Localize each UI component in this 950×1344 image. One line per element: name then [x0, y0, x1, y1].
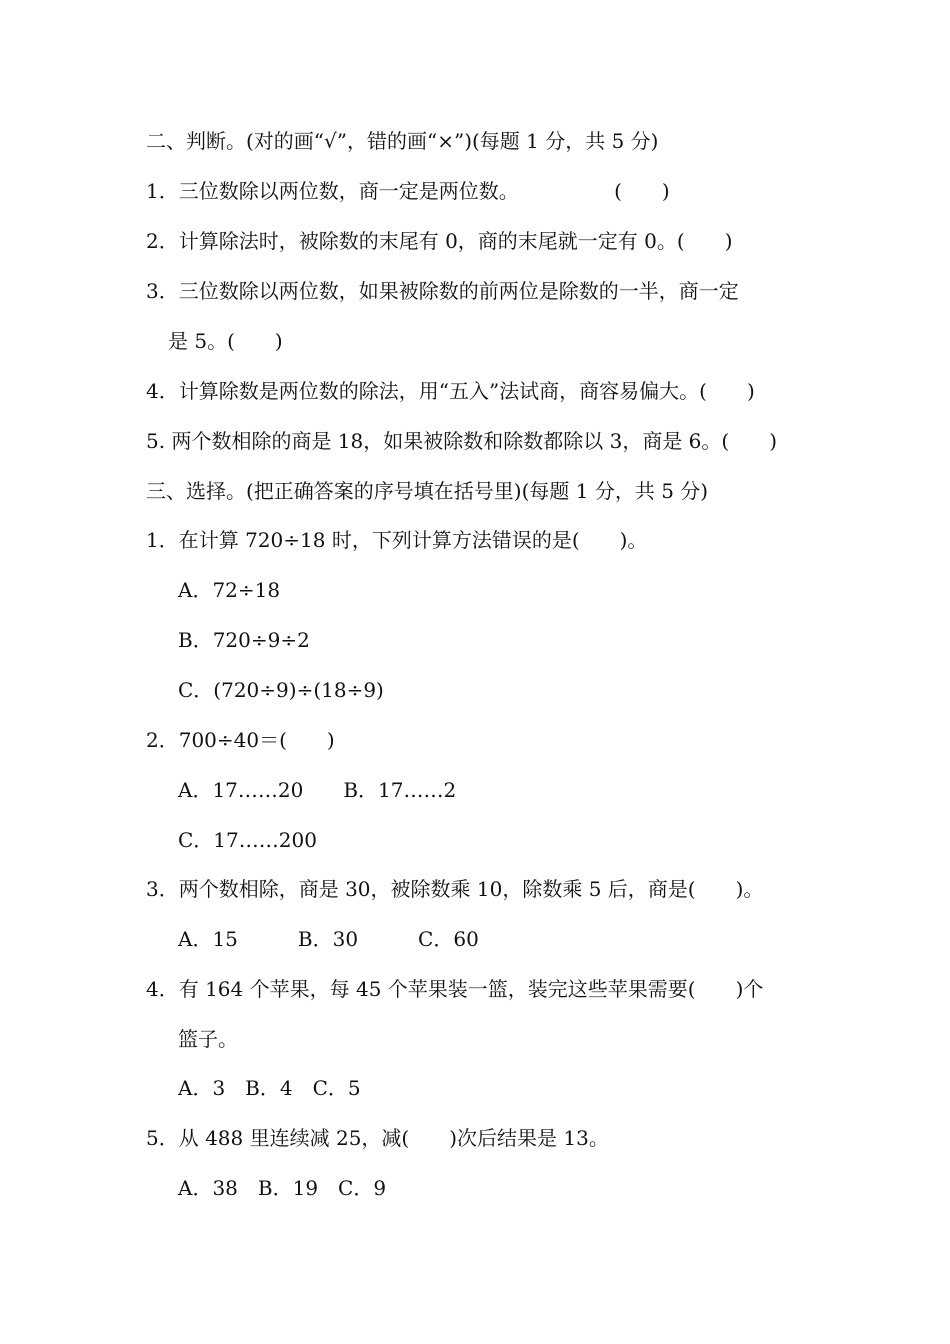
judge-item-1: 1．三位数除以两位数，商一定是两位数。 ( )	[146, 179, 670, 203]
choice-q2-option-c: C．17……200	[178, 828, 317, 852]
choice-question-4: 4．有 164 个苹果，每 45 个苹果装一篮，装完这些苹果需要( )个	[146, 977, 764, 1001]
judge-item-4: 4．计算除数是两位数的除法，用“五入”法试商，商容易偏大。( )	[146, 379, 755, 403]
section-3-heading: 三、选择。(把正确答案的序号填在括号里)(每题 1 分，共 5 分)	[146, 479, 709, 503]
choice-question-5: 5．从 488 里连续减 25，减( )次后结果是 13。	[146, 1126, 609, 1150]
judge-item-3: 3．三位数除以两位数，如果被除数的前两位是除数的一半，商一定	[146, 279, 739, 303]
judge-item-2: 2．计算除法时，被除数的末尾有 0，商的末尾就一定有 0。( )	[146, 229, 733, 253]
choice-q3-options: A．15 B．30 C．60	[178, 927, 479, 951]
choice-q2-options-ab: A．17……20 B．17……2	[178, 778, 457, 802]
choice-q1-option-c: C．(720÷9)÷(18÷9)	[178, 678, 384, 702]
section-2-heading: 二、判断。(对的画“√”，错的画“×”)(每题 1 分，共 5 分)	[146, 129, 659, 153]
judge-item-5: 5. 两个数相除的商是 18，如果被除数和除数都除以 3，商是 6。( )	[146, 429, 778, 453]
choice-q1-option-a: A．72÷18	[178, 578, 281, 602]
choice-question-3: 3．两个数相除，商是 30，被除数乘 10，除数乘 5 后，商是( )。	[146, 877, 764, 901]
choice-q1-option-b: B．720÷9÷2	[178, 628, 310, 652]
choice-question-2: 2．700÷40＝( )	[146, 728, 335, 752]
choice-question-4-continued: 篮子。	[178, 1027, 238, 1051]
choice-q5-options: A．38 B．19 C．9	[178, 1176, 387, 1200]
choice-question-1: 1．在计算 720÷18 时，下列计算方法错误的是( )。	[146, 528, 648, 552]
choice-q4-options: A．3 B．4 C．5	[178, 1076, 361, 1100]
judge-item-3-continued: 是 5。( )	[168, 329, 283, 353]
